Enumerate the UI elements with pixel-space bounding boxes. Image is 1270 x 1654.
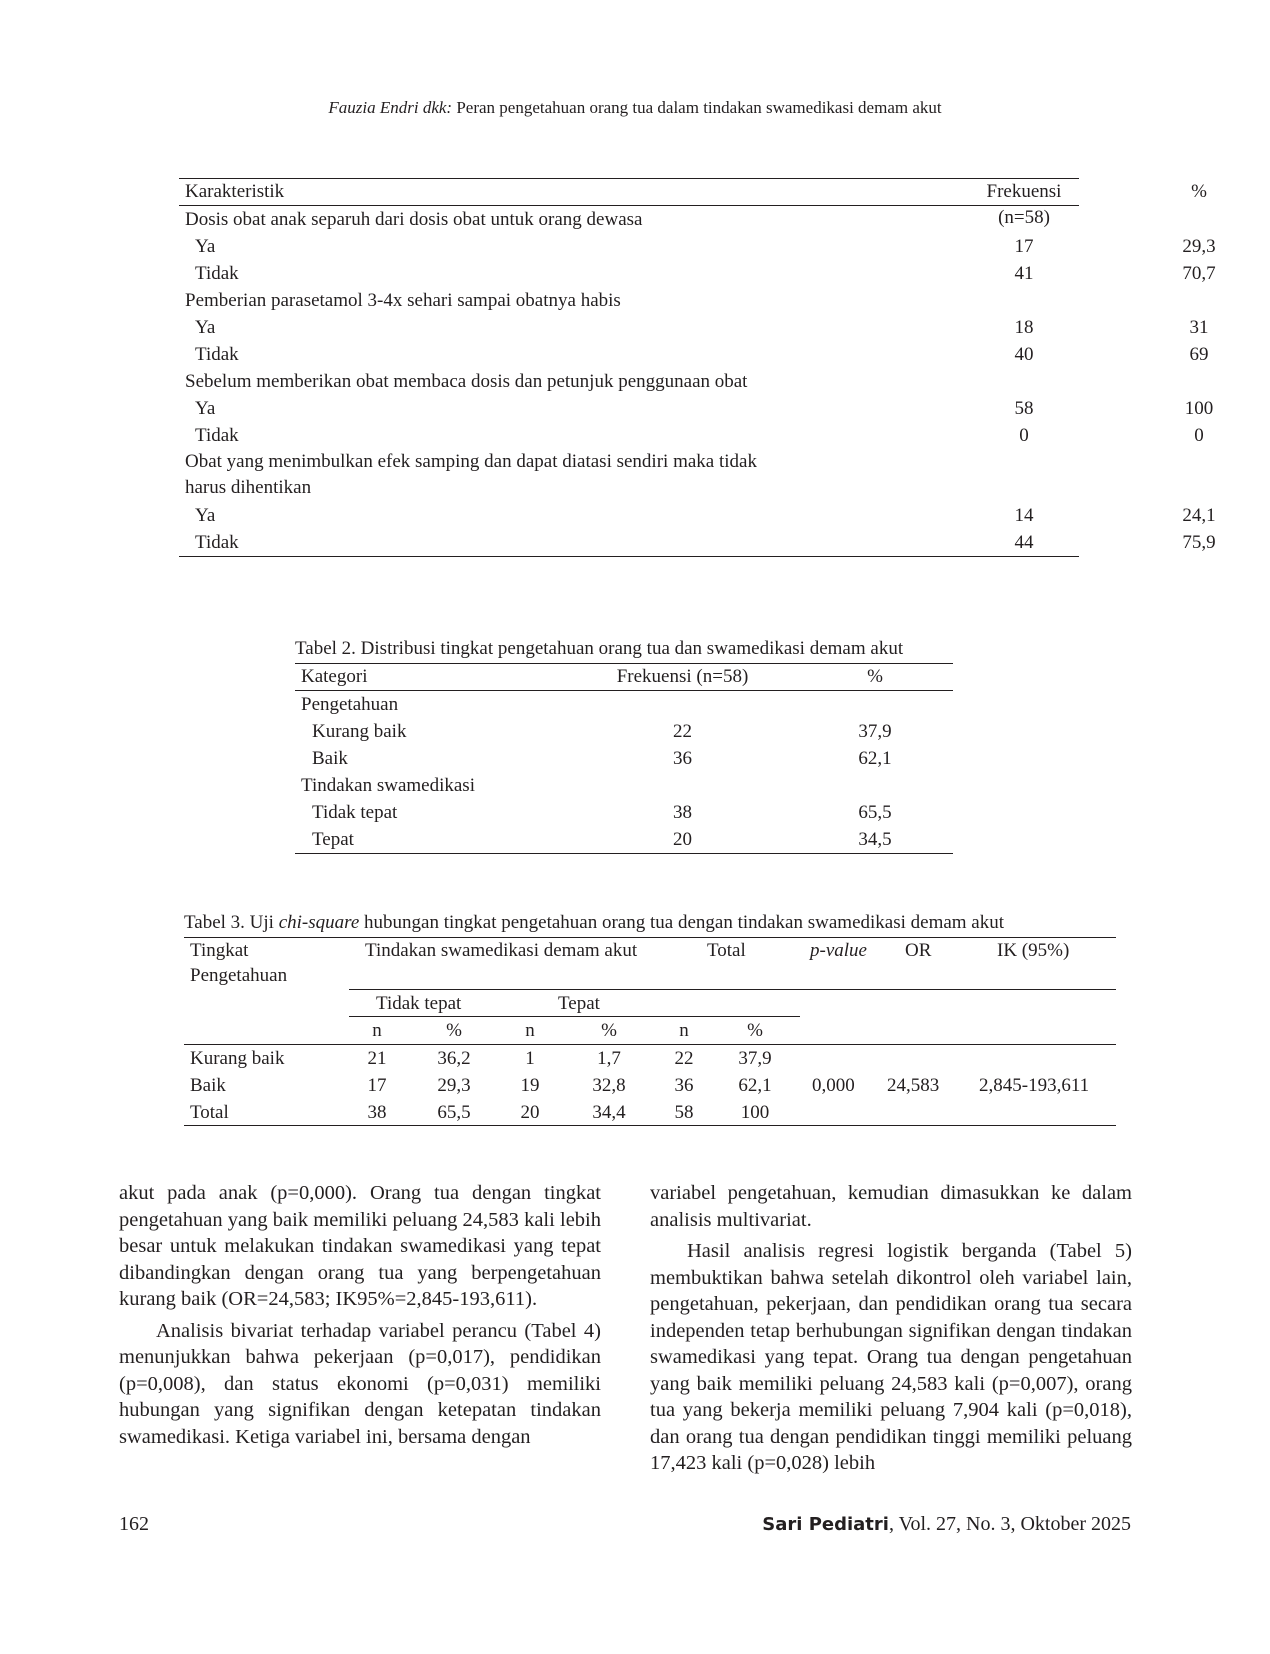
row-label: Total	[190, 1102, 229, 1123]
table-rule	[184, 1125, 1116, 1126]
cell-frequency: 36	[673, 748, 692, 769]
confidence-interval-cell: 2,845-193,611	[979, 1075, 1090, 1096]
paragraph: variabel pengetahuan, kemudian dimasukkan ke dalam analisis multivariat.	[650, 1182, 1132, 1231]
p-value-cell: 0,000	[812, 1075, 855, 1096]
table-cell: 32,8	[592, 1075, 626, 1096]
running-header	[0, 98, 1270, 118]
table-cell: 36,2	[437, 1048, 471, 1069]
table-row	[295, 718, 953, 745]
column-header: Tepat	[558, 993, 600, 1014]
cell-frequency: 22	[673, 721, 692, 742]
column-header: Tindakan swamedikasi demam akut	[365, 940, 638, 961]
table-cell: 21	[367, 1048, 387, 1069]
table-row	[179, 260, 1216, 287]
column-header: n	[679, 1020, 689, 1041]
table-row	[295, 745, 953, 772]
row-label: Tidak	[195, 344, 239, 365]
table-row	[295, 799, 953, 826]
table-row	[179, 368, 1079, 395]
table-2-caption: Tabel 2. Distribusi tingkat pengetahuan orang tua dan swamedikasi demam akut	[295, 638, 904, 659]
row-label: Tindakan swamedikasi	[301, 775, 475, 796]
cell-percent: 29,3	[1182, 236, 1216, 257]
body-column-left	[119, 1180, 601, 1450]
caption-emphasis: chi-square	[278, 912, 360, 933]
cell-percent: 70,7	[1182, 263, 1216, 284]
cell-frequency: 17	[1014, 236, 1034, 257]
row-label: Pengetahuan	[301, 694, 399, 715]
table-row	[179, 206, 1079, 233]
table-3-caption	[184, 912, 1004, 934]
cell-frequency: 20	[673, 829, 692, 850]
cell-frequency: 40	[1014, 344, 1034, 365]
journal-issue: , Vol. 27, No. 3, Oktober 2025	[888, 1513, 1131, 1535]
column-header: Karakteristik	[185, 181, 285, 202]
row-label: Baik	[312, 748, 348, 769]
body-column-right	[650, 1180, 1132, 1477]
table-cell: 36	[674, 1075, 694, 1096]
cell-percent: 37,9	[858, 721, 892, 742]
cell-frequency: 58	[1014, 398, 1034, 419]
table-row	[179, 233, 1216, 260]
table-cell: 100	[740, 1102, 770, 1123]
column-header: Frekuensi (n=58)	[616, 666, 749, 687]
table-cell: 20	[520, 1102, 540, 1123]
table-cell: 38	[367, 1102, 387, 1123]
table-row	[179, 449, 1079, 502]
table-cell: 62,1	[738, 1075, 772, 1096]
paragraph: Analisis bivariat terhadap variabel perancu (Tabel 4) menunjukkan bahwa pekerjaan (p=0,017), pendidikan (p=0,008), dan status ekonomi (p=0,031) memiliki hubungan yang signifikan dengan ketepatan tindakan swamedikasi. Ketiga variabel ini, bersama dengan	[119, 1319, 601, 1448]
cell-frequency: 0	[1019, 425, 1029, 446]
cell-frequency: 18	[1014, 317, 1034, 338]
row-label: Tidak	[195, 263, 239, 284]
table-rule	[349, 1016, 800, 1017]
cell-frequency: 38	[673, 802, 692, 823]
column-header: IK (95%)	[997, 940, 1070, 961]
paragraph: Hasil analisis regresi logistik berganda (Tabel 5) membuktikan bahwa setelah dikontrol oleh variabel lain, pengetahuan, pekerjaan, dan pendidikan orang tua secara independen tetap berhubungan signifikan dengan tindakan swamedikasi yang tepat. Orang tua dengan pengetahuan yang baik memiliki peluang 24,583 kali (p=0,007), orang tua yang bekerja memiliki peluang 7,904 kali (p=0,018), dan orang tua dengan pendidikan tinggi memiliki peluang 17,423 kali (p=0,028) lebih	[650, 1240, 1132, 1474]
row-label: Sebelum memberikan obat membaca dosis dan petunjuk penggunaan obat	[185, 371, 748, 392]
row-label: Pemberian parasetamol 3-4x sehari sampai obatnya habis	[185, 290, 621, 311]
row-label: harus dihentikan	[185, 477, 312, 498]
table-row	[179, 395, 1214, 422]
cell-frequency: 14	[1014, 505, 1034, 526]
table-2	[295, 663, 953, 854]
header-title: Peran pengetahuan orang tua dalam tindakan swamedikasi demam akut	[456, 98, 942, 117]
row-label: Kurang baik	[190, 1048, 285, 1069]
column-header: %	[446, 1020, 462, 1041]
table-rule	[349, 989, 1116, 990]
column-header: %	[747, 1020, 763, 1041]
table-cell: 19	[520, 1075, 540, 1096]
cell-percent: 69	[1189, 344, 1209, 365]
cell-percent: 0	[1194, 425, 1204, 446]
table-row	[295, 691, 953, 718]
cell-percent: 75,9	[1182, 532, 1216, 553]
row-label: Obat yang menimbulkan efek samping dan dapat diatasi sendiri maka tidak	[185, 451, 757, 472]
table-row	[179, 422, 1204, 449]
table-cell: 65,5	[437, 1102, 471, 1123]
table-1	[179, 178, 1216, 557]
cell-percent: 65,5	[858, 802, 892, 823]
row-label: Baik	[190, 1075, 226, 1096]
cell-frequency: 41	[1014, 263, 1034, 284]
row-label: Tepat	[312, 829, 354, 850]
table-row	[295, 826, 953, 854]
page-number: 162	[119, 1513, 149, 1535]
column-header: OR	[905, 940, 932, 961]
cell-percent: 31	[1189, 317, 1209, 338]
table-cell: 37,9	[738, 1048, 772, 1069]
table-row	[179, 314, 1209, 341]
table-row	[179, 502, 1216, 529]
column-header: n	[525, 1020, 535, 1041]
table-header-row	[295, 663, 953, 691]
column-header: n	[372, 1020, 382, 1041]
table-cell: 1,7	[597, 1048, 621, 1069]
row-label: Ya	[195, 236, 216, 257]
column-header: Tidak tepat	[376, 993, 462, 1014]
row-label: Tidak	[195, 532, 239, 553]
cell-percent: 62,1	[858, 748, 892, 769]
row-label: Tidak	[195, 425, 239, 446]
table-cell: 34,4	[592, 1102, 626, 1123]
journal-citation	[762, 1513, 1131, 1536]
row-label: Kurang baik	[312, 721, 407, 742]
column-header: Frekuensi (n=58)	[986, 181, 1062, 228]
cell-percent: 100	[1184, 398, 1214, 419]
column-header: Total	[707, 940, 746, 961]
row-label: Ya	[195, 317, 216, 338]
row-label: Tidak tepat	[312, 802, 398, 823]
odds-ratio-cell: 24,583	[887, 1075, 940, 1096]
column-header: p-value	[810, 940, 867, 961]
column-header: %	[601, 1020, 617, 1041]
journal-name: Sari Pediatri	[762, 1514, 889, 1535]
table-row	[295, 772, 953, 799]
row-label: Ya	[195, 398, 216, 419]
paragraph: akut pada anak (p=0,000). Orang tua dengan tingkat pengetahuan yang baik memiliki peluang 24,583 kali lebih besar untuk melakukan tindakan swamedikasi yang tepat dibandingkan dengan orang tua yang berpengetahuan kurang baik (OR=24,583; IK95%=2,845-193,611).	[119, 1182, 601, 1310]
row-label: Ya	[195, 505, 216, 526]
table-cell: 1	[525, 1048, 535, 1069]
column-header: Pengetahuan	[190, 965, 288, 986]
table-cell: 17	[367, 1075, 387, 1096]
table-row	[179, 287, 1079, 314]
table-row	[179, 529, 1216, 557]
caption-text: hubungan tingkat pengetahuan orang tua dengan tindakan swamedikasi demam akut	[359, 912, 1005, 933]
row-label: Dosis obat anak separuh dari dosis obat untuk orang dewasa	[185, 209, 643, 230]
column-header: %	[1191, 181, 1207, 202]
column-header: Tingkat	[190, 940, 249, 961]
table-cell: 22	[674, 1048, 694, 1069]
table-rule	[184, 937, 1116, 938]
column-header: %	[867, 666, 883, 687]
cell-percent: 34,5	[858, 829, 892, 850]
table-cell: 29,3	[437, 1075, 471, 1096]
caption-text: Tabel 3. Uji	[184, 912, 279, 933]
column-header: Kategori	[301, 666, 368, 687]
table-row	[179, 341, 1209, 368]
table-rule	[184, 1044, 1116, 1045]
table-cell: 58	[674, 1102, 694, 1123]
cell-percent: 24,1	[1182, 505, 1216, 526]
header-authors: Fauzia Endri dkk:	[328, 98, 453, 117]
table-3	[184, 937, 1116, 1125]
cell-frequency: 44	[1014, 532, 1034, 553]
